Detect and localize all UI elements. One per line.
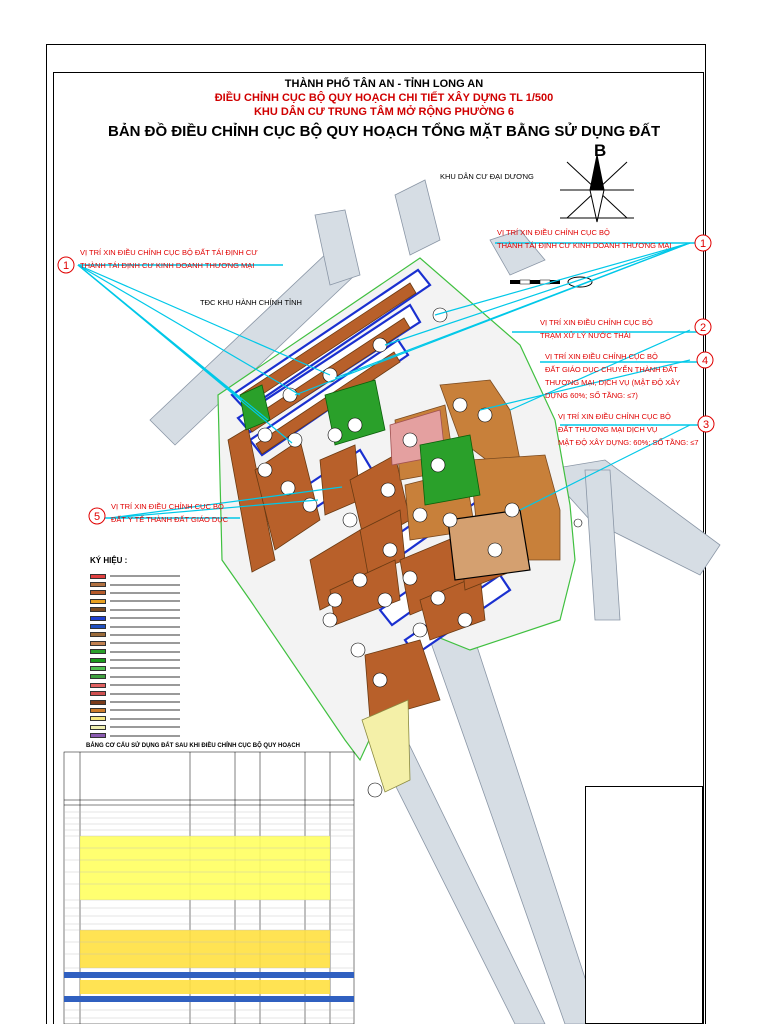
legend-text <box>110 684 180 686</box>
legend-text <box>110 626 180 628</box>
legend-swatch <box>90 607 106 612</box>
legend-swatch <box>90 716 106 721</box>
legend-text <box>110 617 180 619</box>
title-adjustment: ĐIỀU CHỈNH CỤC BỘ QUY HOẠCH CHI TIẾT XÂY DỰNG TL 1/500 <box>214 92 554 104</box>
callout-1-right <box>497 226 671 252</box>
legend-item <box>90 731 180 739</box>
legend-swatch <box>90 632 106 637</box>
legend-item <box>90 723 180 731</box>
legend-swatch <box>90 674 106 679</box>
legend-item <box>90 673 180 681</box>
legend-swatch <box>90 599 106 604</box>
legend-item <box>90 589 180 597</box>
callout-line: ĐẤT GIÁO DỤC CHUYỂN THÀNH ĐẤT <box>545 365 678 374</box>
callout-line: VỊ TRÍ XIN ĐIỀU CHỈNH CỤC BỘ <box>111 502 224 511</box>
callout-line: ĐẤT Y TẾ THÀNH ĐẤT GIÁO DỤC <box>111 515 229 524</box>
legend-item <box>90 681 180 689</box>
legend-swatch <box>90 616 106 621</box>
legend-text <box>110 735 180 737</box>
legend-text <box>110 718 180 720</box>
callout-num-4: 4 <box>701 355 709 367</box>
legend-swatch <box>90 733 106 738</box>
callout-line: THƯƠNG MẠI, DỊCH VỤ (MẬT ĐỘ XÂY <box>545 378 681 387</box>
callout-line: DỰNG 60%; SỐ TẦNG: ≤7) <box>545 391 638 400</box>
legend-swatch <box>90 590 106 595</box>
legend-text <box>110 634 180 636</box>
legend-text <box>110 575 180 577</box>
school-block <box>448 510 530 580</box>
callout-1-left <box>80 246 258 272</box>
north-label: B <box>594 141 607 160</box>
legend-swatch <box>90 641 106 646</box>
callout-5 <box>111 500 228 526</box>
legend-swatch <box>90 624 106 629</box>
legend-item <box>90 606 180 614</box>
callout-num-3: 3 <box>702 419 710 431</box>
legend-swatch <box>90 666 106 671</box>
legend-item <box>90 664 180 672</box>
legend-swatch <box>90 725 106 730</box>
callout-line: TRẠM XỬ LÝ NƯỚC THẢI <box>540 331 631 340</box>
legend-item <box>90 648 180 656</box>
callout-num-5: 5 <box>93 511 101 523</box>
legend-text <box>110 726 180 728</box>
legend-text <box>110 693 180 695</box>
legend-swatch <box>90 574 106 579</box>
callout-3 <box>558 410 699 449</box>
legend-item <box>90 639 180 647</box>
legend-text <box>110 667 180 669</box>
callout-4 <box>545 350 680 402</box>
legend-text <box>110 642 180 644</box>
legend-text <box>110 584 180 586</box>
callout-line: VỊ TRÍ XIN ĐIỀU CHỈNH CỤC BỘ <box>540 318 653 327</box>
legend-item <box>90 656 180 664</box>
callout-num-2: 2 <box>699 322 707 334</box>
legend-item <box>90 706 180 714</box>
compass-rose-icon <box>560 155 634 222</box>
legend-text <box>110 592 180 594</box>
legend-item <box>90 614 180 622</box>
legend-swatch <box>90 658 106 663</box>
legend-swatch <box>90 582 106 587</box>
callout-line: THÀNH TÁI ĐỊNH CƯ KINH DOANH THƯƠNG MẠI <box>80 261 255 270</box>
label-khu-dan-cu: KHU DÂN CƯ ĐẠI DƯƠNG <box>440 172 534 181</box>
legend-text <box>110 609 180 611</box>
legend-swatch <box>90 683 106 688</box>
legend-text <box>110 676 180 678</box>
legend-item <box>90 622 180 630</box>
legend-text <box>110 659 180 661</box>
label-tdc: TĐC KHU HÀNH CHÍNH TỈNH <box>200 298 302 307</box>
legend-item <box>90 597 180 605</box>
legend-item <box>90 715 180 723</box>
callout-2 <box>540 316 653 342</box>
legend-swatch <box>90 708 106 713</box>
legend-item <box>90 631 180 639</box>
legend-text <box>110 709 180 711</box>
table-title: BẢNG CƠ CẤU SỬ DỤNG ĐẤT SAU KHI ĐIỀU CHỈNH CỤC BỘ QUY HOẠCH <box>86 743 300 749</box>
callout-line: VỊ TRÍ XIN ĐIỀU CHỈNH CỤC BỘ <box>558 412 671 421</box>
callout-line: VỊ TRÍ XIN ĐIỀU CHỈNH CỤC BỘ ĐẤT TÁI ĐỊNH CƯ <box>80 248 258 257</box>
title-main: BẢN ĐỒ ĐIỀU CHỈNH CỤC BỘ QUY HOẠCH TỔNG MẶT BẰNG SỬ DỤNG ĐẤT <box>108 123 661 140</box>
table-highlights <box>64 836 354 1002</box>
legend-text <box>110 701 180 703</box>
title-block <box>585 786 703 1024</box>
callout-num-1b: 1 <box>699 238 707 250</box>
callout-line: VỊ TRÍ XIN ĐIỀU CHỈNH CỤC BỘ <box>497 228 610 237</box>
callout-line: MẬT ĐỘ XÂY DỰNG: 60%; SỐ TẦNG: ≤7 <box>558 438 699 447</box>
legend-text <box>110 651 180 653</box>
legend-item <box>90 698 180 706</box>
legend-title: KÝ HIỆU : <box>90 556 128 565</box>
legend-item <box>90 572 180 580</box>
title-project: KHU DÂN CƯ TRUNG TÂM MỞ RỘNG PHƯỜNG 6 <box>253 106 515 118</box>
legend-swatch <box>90 700 106 705</box>
legend <box>90 572 180 740</box>
legend-text <box>110 600 180 602</box>
callout-num-1a: 1 <box>62 260 70 272</box>
callout-line: THÀNH TÁI ĐỊNH CƯ KINH DOANH THƯƠNG MẠI <box>497 241 672 250</box>
legend-swatch <box>90 691 106 696</box>
legend-item <box>90 689 180 697</box>
title-city: THÀNH PHỐ TÂN AN - TỈNH LONG AN <box>284 78 484 90</box>
legend-swatch <box>90 649 106 654</box>
legend-item <box>90 580 180 588</box>
callout-line: VỊ TRÍ XIN ĐIỀU CHỈNH CỤC BỘ <box>545 352 658 361</box>
callout-line: ĐẤT THƯƠNG MẠI DỊCH VỤ <box>558 425 658 434</box>
